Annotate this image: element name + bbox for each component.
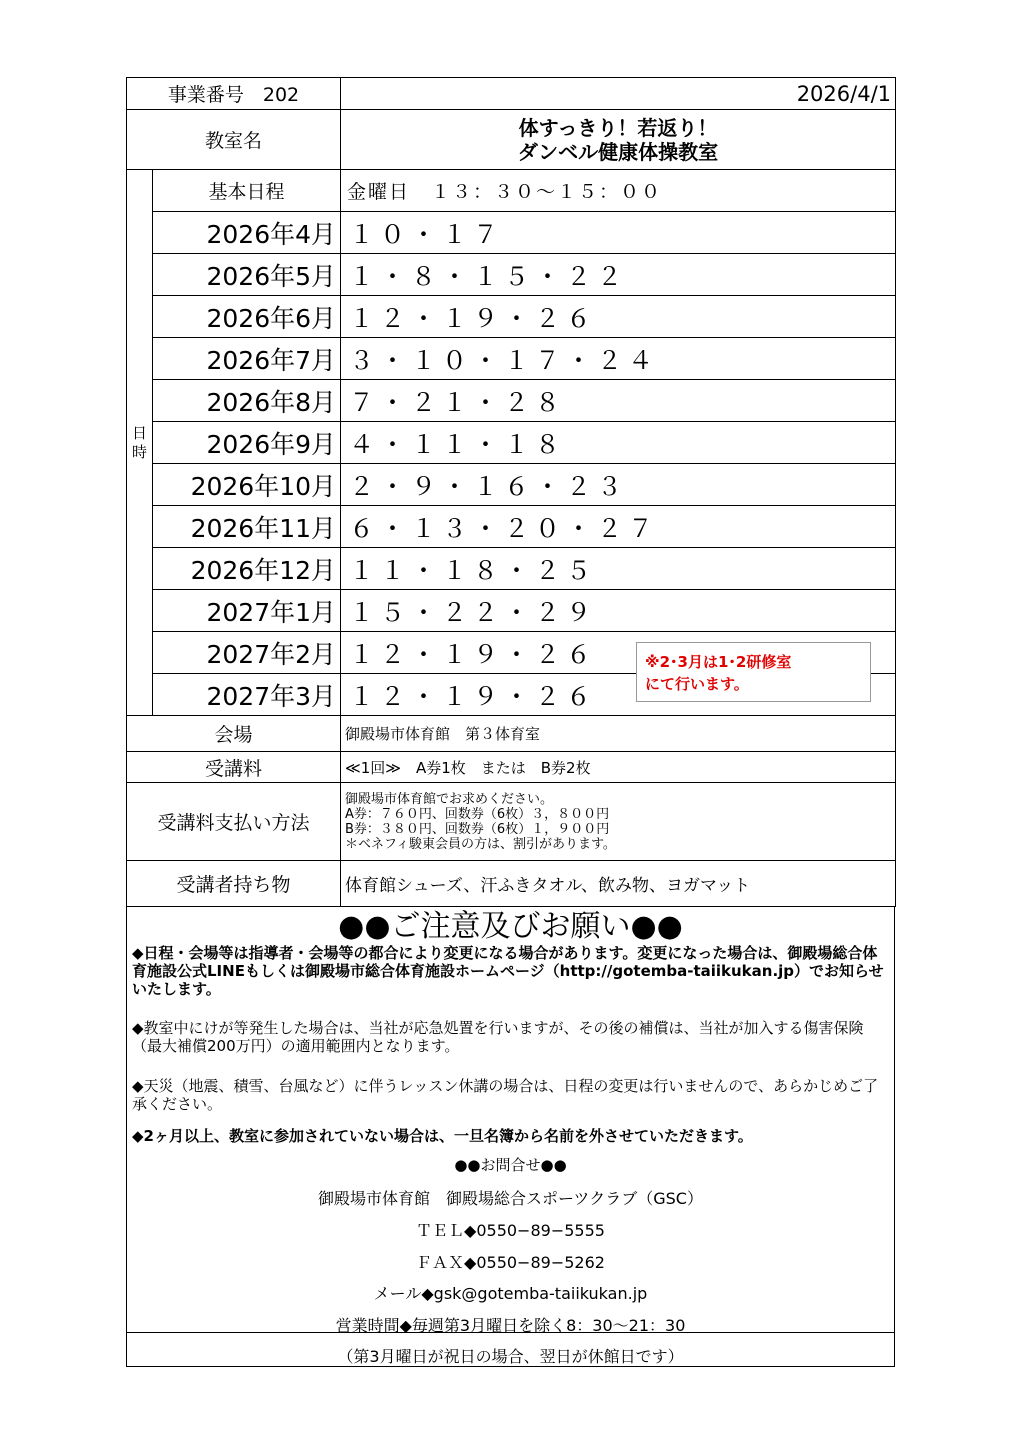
- room-change-note: [636, 642, 871, 702]
- classroom-row: [127, 110, 896, 170]
- right-border: [894, 907, 895, 1367]
- classroom-title-line1: 体すっきり！若返り！: [518, 115, 718, 140]
- month-days: １１・１８・２５: [341, 548, 896, 590]
- payment-row: [127, 783, 896, 861]
- venue-label: 会場: [127, 716, 341, 752]
- venue-value: 御殿場市体育館 第３体育室: [341, 716, 896, 752]
- month-days: １５・２２・２９: [341, 590, 896, 632]
- fee-row: [127, 752, 896, 783]
- payment-line: B券：３８０円、回数券（6枚）１，９００円: [345, 821, 610, 837]
- notice-item-injury: ◆教室中にけが等発生した場合は、当社が応急処置を行いますが、その後の補償は、当社が加入する傷害保険（最大補償200万円）の適用範囲内となります。: [132, 1019, 864, 1055]
- month-days: １０・１７: [341, 212, 896, 254]
- month-row: [127, 254, 896, 296]
- payment-line: 御殿場市体育館でお求めください。: [345, 791, 554, 807]
- notice-item-roster: ◆2ヶ月以上、教室に参加されていない場合は、一旦名簿から名前を外させていただきます。: [132, 1127, 753, 1145]
- bottom-border: [126, 1366, 895, 1367]
- month-days: １・８・１５・２２: [341, 254, 896, 296]
- month-label: 2026年5月: [153, 254, 341, 296]
- classroom-title: [341, 110, 896, 170]
- month-label: 2026年10月: [153, 464, 341, 506]
- month-row: [127, 422, 896, 464]
- belongings-label: 受講者持ち物: [127, 861, 341, 907]
- classroom-title-line2: ダンベル健康体操教室: [517, 139, 719, 164]
- contact-tel: ＴＥＬ◆0550−89−5555: [416, 1221, 605, 1240]
- month-days: １２・１９・２６: [341, 296, 896, 338]
- month-days: ７・２１・２８: [341, 380, 896, 422]
- month-row: [127, 380, 896, 422]
- month-days: １２・１９・２６: [341, 674, 896, 716]
- contact-hours: 営業時間◆毎週第3月曜日を除く8：30～21：30: [335, 1316, 686, 1335]
- month-row: [127, 212, 896, 254]
- month-label: 2026年12月: [153, 548, 341, 590]
- basic-schedule-row: [127, 170, 896, 212]
- schedule-side-label: [127, 170, 153, 716]
- payment-label: 受講料支払い方法: [127, 783, 341, 861]
- venue-row: [127, 716, 896, 752]
- payment-line: ＊ベネフィ駿東会員の方は、割引があります。: [345, 836, 616, 852]
- month-row: [127, 548, 896, 590]
- month-row: [127, 338, 896, 380]
- notice-heading: ●●ご注意及びお願い●●: [338, 909, 683, 944]
- contact-heading: ●●お問合せ●●: [454, 1156, 567, 1174]
- month-label: 2027年2月: [153, 632, 341, 674]
- room-change-note-line1: ※2･3月は1･2研修室: [645, 653, 792, 671]
- month-label: 2027年1月: [153, 590, 341, 632]
- month-label: 2027年3月: [153, 674, 341, 716]
- notice-item-schedule-change: ◆日程・会場等は指導者・会場等の都合により変更になる場合があります。変更になった場合は、御殿場総合体育施設公式LINEもしくは御殿場市総合体育施設ホームページ（http://gotemba-taiikukan.jp）でお知らせいたします。: [132, 944, 884, 998]
- month-days: ３・１０・１７・２４: [341, 338, 896, 380]
- business-number: 事業番号 202: [127, 78, 341, 110]
- month-row: [127, 506, 896, 548]
- month-label: 2026年8月: [153, 380, 341, 422]
- notice-item-disaster: ◆天災（地震、積雪、台風など）に伴うレッスン休講の場合は、日程の変更は行いませんので、あらかじめご了承ください。: [132, 1077, 879, 1113]
- month-days: １２・１９・２６: [341, 632, 896, 674]
- month-days: ２・９・１６・２３: [341, 464, 896, 506]
- side-label-char-1: 日: [131, 423, 147, 442]
- month-days: ６・１３・２０・２７: [341, 506, 896, 548]
- payment-details: [341, 783, 896, 861]
- info-table: [126, 77, 896, 907]
- side-label-char-2: 時: [131, 442, 147, 461]
- fee-label: 受講料: [127, 752, 341, 783]
- month-label: 2026年11月: [153, 506, 341, 548]
- belongings-value: 体育館シューズ、汗ふきタオル、飲み物、ヨガマット: [341, 861, 896, 907]
- contact-holiday: （第3月曜日が祝日の場合、翌日が休館日です）: [337, 1347, 684, 1366]
- contact-mail: メール◆gsk@gotemba-taiikukan.jp: [373, 1284, 648, 1303]
- month-row: [127, 590, 896, 632]
- header-row: [127, 78, 896, 110]
- room-change-note-line2: にて行います。: [645, 675, 749, 693]
- fee-value: ≪1回≫ A券1枚 または B券2枚: [341, 752, 896, 783]
- classroom-label: 教室名: [127, 110, 341, 170]
- left-border: [126, 907, 127, 1367]
- month-label: 2026年6月: [153, 296, 341, 338]
- belongings-row: [127, 861, 896, 907]
- basic-schedule-label: 基本日程: [153, 170, 341, 212]
- month-label: 2026年7月: [153, 338, 341, 380]
- month-days: ４・１１・１８: [341, 422, 896, 464]
- month-label: 2026年9月: [153, 422, 341, 464]
- basic-schedule-value: 金曜日 １３：３０～１５：００: [341, 170, 896, 212]
- contact-fax: ＦＡＸ◆0550−89−5262: [416, 1253, 605, 1272]
- payment-line: A券：７６０円、回数券（6枚）３，８００円: [345, 806, 610, 822]
- contact-org: 御殿場市体育館 御殿場総合スポーツクラブ（GSC）: [318, 1189, 703, 1208]
- month-row: [127, 464, 896, 506]
- issue-date: 2026/4/1: [341, 78, 896, 110]
- month-label: 2026年4月: [153, 212, 341, 254]
- month-row: [127, 296, 896, 338]
